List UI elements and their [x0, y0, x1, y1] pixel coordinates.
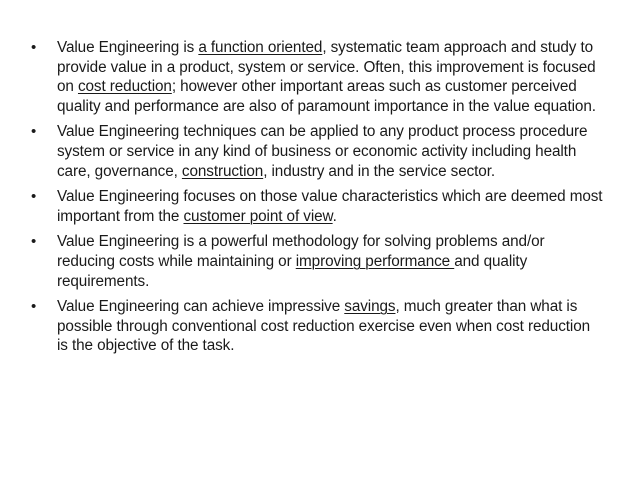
bullet-item: [31, 122, 603, 181]
text-segment: Value Engineering techniques can be applied to any product process procedure system or service in any kind of business or economic activity including health care, governance,: [57, 123, 588, 180]
text-segment: , systematic team approach and study to provide value in a product, system or service. Often, this improvement is focused on: [57, 39, 596, 96]
bullet-text: [57, 123, 587, 179]
text-segment: Value Engineering can achieve impressive: [57, 298, 345, 316]
link-improving-performance[interactable]: improving performance: [295, 252, 455, 270]
text-segment: ; however other important areas such as customer perceived quality and performance are also of paramount importance in the value equation.: [57, 78, 596, 115]
text-segment: Value Engineering is a powerful methodology for solving problems and/or reducing costs while maintaining or: [57, 233, 545, 270]
bullet-dot-icon: •: [31, 298, 37, 316]
bullet-text: [57, 188, 602, 225]
bullet-item: [31, 38, 603, 116]
text-segment: , much greater than what is possible through conventional cost reduction exercise even when cost reduction is the objective of the task.: [57, 298, 591, 355]
text-segment: .: [332, 207, 337, 225]
bullet-list: [31, 38, 603, 362]
bullet-text: [57, 298, 590, 354]
link-a-function-oriented[interactable]: a function oriented: [198, 39, 323, 56]
text-segment: and quality requirements.: [57, 252, 528, 290]
link-savings[interactable]: savings: [344, 298, 396, 316]
bullet-item: [31, 187, 603, 226]
text-segment: , industry and in the service sector.: [263, 162, 496, 180]
bullet-dot-icon: •: [31, 233, 37, 251]
text-segment: Value Engineering focuses on those value characteristics which are deemed most important from the: [57, 188, 603, 225]
bullet-item: [31, 232, 603, 291]
bullet-text: [57, 233, 545, 289]
link-cost-reduction[interactable]: cost reduction: [77, 78, 172, 96]
bullet-dot-icon: •: [31, 188, 37, 206]
bullet-text: [57, 39, 596, 115]
bullet-dot-icon: •: [31, 123, 37, 141]
link-customer-point-of-view[interactable]: customer point of view: [183, 207, 333, 225]
bullet-dot-icon: •: [31, 39, 37, 56]
bullet-item: [31, 297, 603, 356]
text-segment: Value Engineering is: [57, 39, 199, 56]
link-construction[interactable]: construction: [181, 162, 264, 180]
